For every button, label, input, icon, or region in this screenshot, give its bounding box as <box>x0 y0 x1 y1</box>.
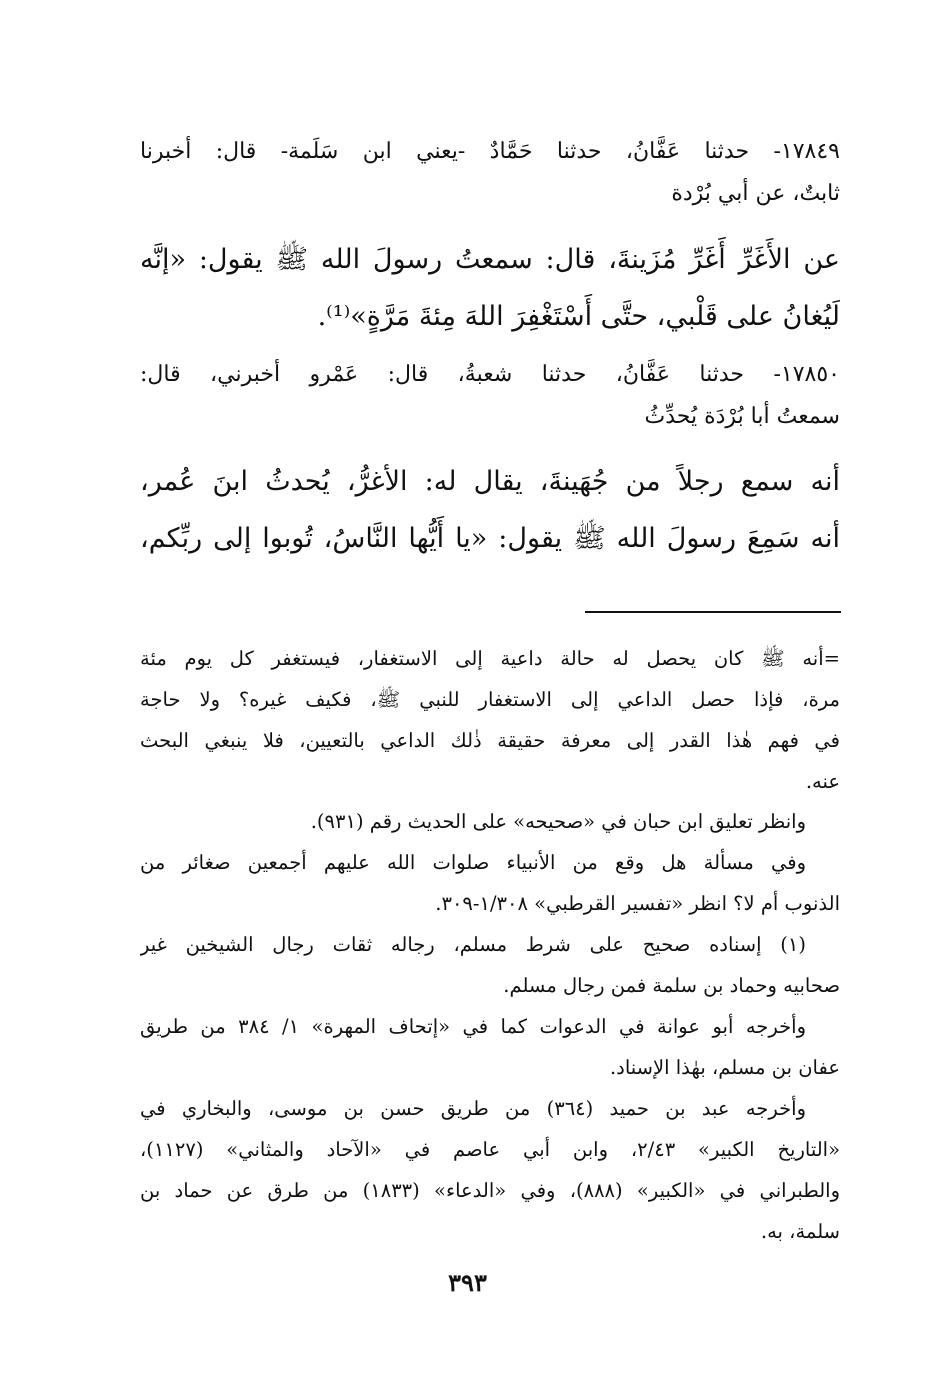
text-line: «التاريخ الكبير» ٢/٤٣، وابن أبي عاصم في «الآحاد والمثاني» (١١٢٧)، <box>140 1138 840 1161</box>
text-line: (١) إسناده صحيح على شرط مسلم، رجاله ثقات رجال الشيخين غير <box>140 933 806 956</box>
footnote-paragraph <box>140 842 840 924</box>
text-line: صحابيه وحماد بن سلمة فمن رجال مسلم. <box>503 974 840 997</box>
text-line: لَيُغانُ على قَلْبي، حتَّى أَسْتَغْفِرَ اللهَ مِئةَ مَرَّةٍ»⁽¹⁾. <box>317 301 840 332</box>
footnote-paragraph <box>140 1088 840 1252</box>
text-line: مرة، فإذا حصل الداعي إلى الاستغفار للنبي ﷺ، فكيف غيره؟ ولا حاجة <box>140 688 840 711</box>
text-line: =أنه ﷺ كان يحصل له حالة داعية إلى الاستغفار، فيستغفر كل يوم مئة <box>140 647 840 670</box>
text-line: ١٧٨٤٩- حدثنا عَفَّانُ، حدثنا حَمَّادٌ -يعني ابن سَلَمة- قال: أخبرنا <box>140 139 840 164</box>
footnote-1 <box>140 924 840 1006</box>
footnote-paragraph <box>140 801 840 842</box>
text-line: وأخرجه أبو عوانة في الدعوات كما في «إتحاف المهرة» ١/ ٣٨٤ من طريق <box>140 1015 806 1038</box>
text-line: أنه سَمِعَ رسولَ الله ﷺ يقول: «يا أَيُّها النَّاسُ، تُوبوا إلى ربِّكم، <box>140 523 840 554</box>
text-line: أنه سمع رجلاً من جُهَينةَ، يقال له: الأغرُّ، يُحدثُ ابنَ عُمر، <box>140 466 840 497</box>
text-line: وأخرجه عبد بن حميد (٣٦٤) من طريق حسن بن موسى، والبخاري في <box>140 1097 806 1120</box>
footnote-continuation <box>140 638 840 802</box>
text-line: عفان بن مسلم، بهٰذا الإسناد. <box>609 1056 840 1079</box>
footnote-separator <box>585 611 841 613</box>
text-line: ١٧٨٥٠- حدثنا عَفَّانُ، حدثنا شعبةُ، قال: عَمْرو أخبرني، قال: <box>140 362 840 387</box>
text-line: وانظر تعليق ابن حبان في «صحيحه» على الحديث رقم (٩٣١). <box>310 810 806 833</box>
hadith-17850-isnad <box>140 354 840 438</box>
hadith-17849-isnad <box>140 131 840 215</box>
text-line: وفي مسألة هل وقع من الأنبياء صلوات الله عليهم أجمعين صغائر من <box>140 851 806 874</box>
text-line: عن الأَغَرِّ أَغَرِّ مُزَينةَ، قال: سمعتُ رسولَ الله ﷺ يقول: «إنَّه <box>140 244 840 275</box>
hadith-17850-matn <box>140 453 840 567</box>
text-line: والطبراني في «الكبير» (٨٨٨)، وفي «الدعاء» (١٨٣٣) من طرق عن حماد بن <box>140 1179 840 1202</box>
text-line: سلمة، به. <box>760 1220 840 1243</box>
hadith-17849-matn <box>140 231 840 345</box>
text-line: الذنوب أم لا؟ انظر «تفسير القرطبي» ١/٣٠٨-٣٠٩. <box>435 892 840 915</box>
text-line: عنه. <box>805 770 840 793</box>
text-line: ثابتٌ، عن أبي بُرْدة <box>671 181 840 206</box>
text-line: في فهم هٰذا القدر إلى معرفة حقيقة ذٰلك الداعي بالتعيين، فلا ينبغي البحث <box>140 729 840 752</box>
page-number: ٣٩٣ <box>448 1268 487 1297</box>
text-line: سمعتُ أبا بُرْدَة يُحدِّثُ <box>644 404 840 429</box>
footnote-paragraph <box>140 1006 840 1088</box>
